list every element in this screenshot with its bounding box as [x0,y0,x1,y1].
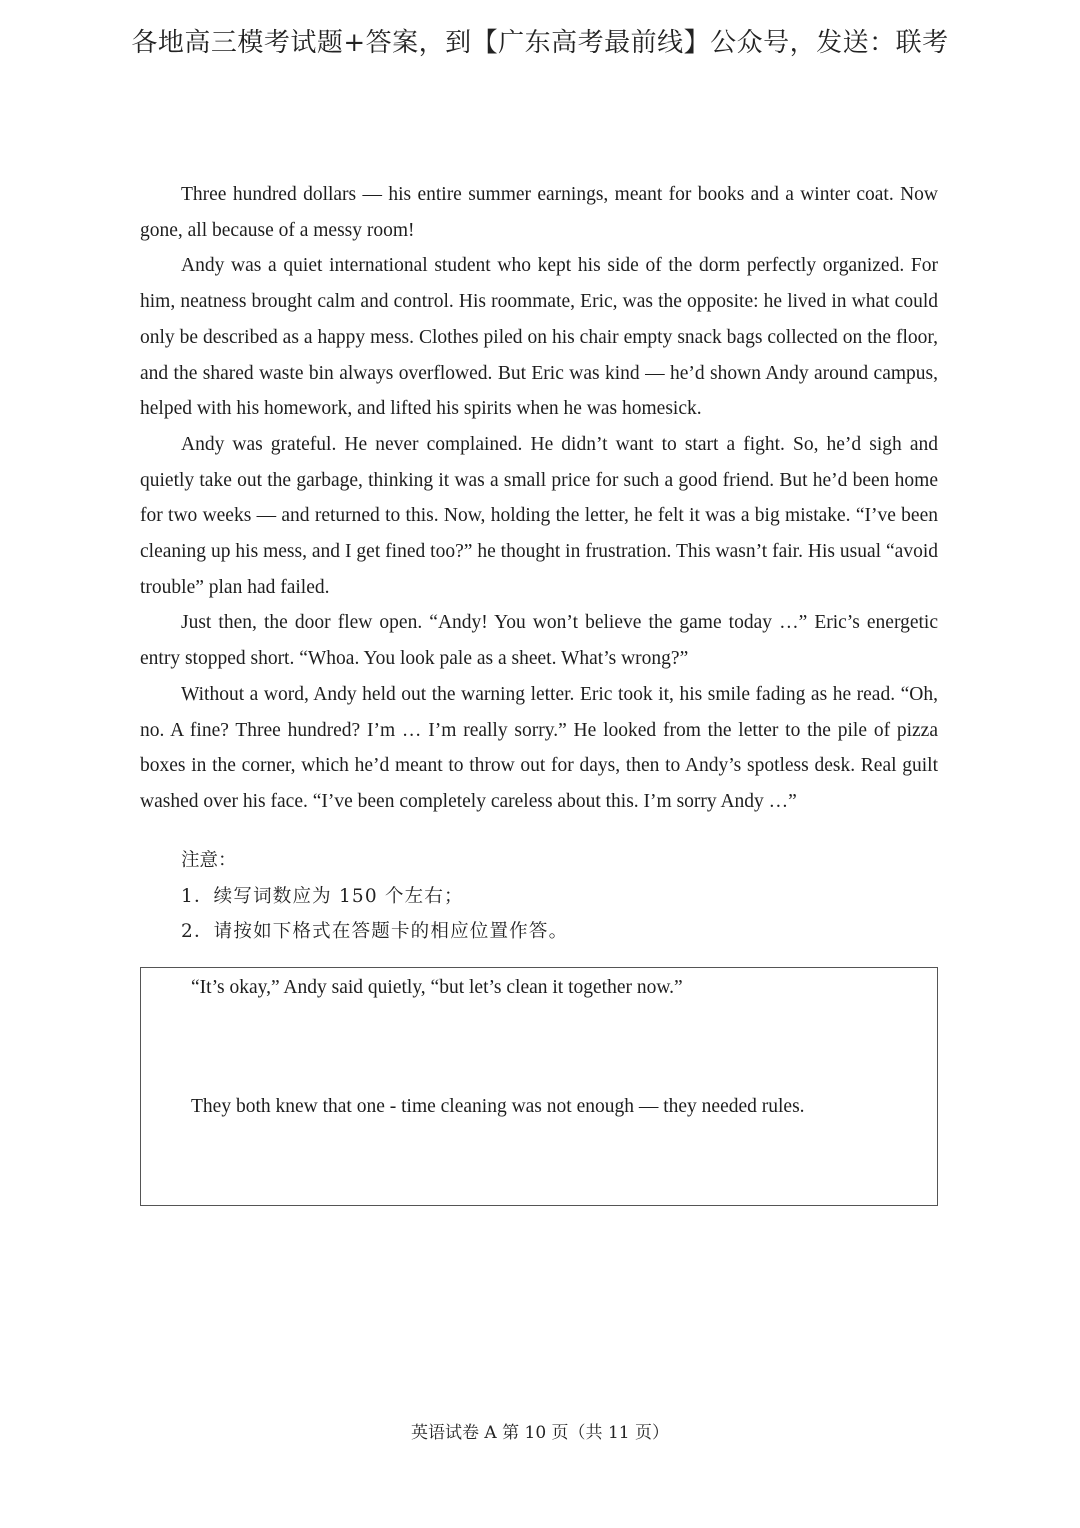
answer-box-opening-line-1: “It’s okay,” Andy said quietly, “but let’s clean it together now.” [191,977,683,998]
passage-paragraph-3: Andy was grateful. He never complained. He didn’t want to start a fight. So, he’d sigh and quietly take out the garbage, thinking it was a small price for such a good friend. But he’d been home for two weeks — and returned to this. Now, holding the letter, he felt it was a big mistake. “I’ve been cleaning up his mess, and I get fined too?” he thought in frustration. This wasn’t fair. His usual “avoid trouble” plan had failed. [140,433,938,598]
page-header-banner: 各地高三模考试题+答案，到【广东高考最前线】公众号，发送：联考 [131,28,949,58]
passage-paragraph-4: Just then, the door flew open. “Andy! You won’t believe the game today …” Eric’s energetic entry stopped short. “Whoa. You look pale as a sheet. What’s wrong?” [140,612,938,670]
passage-paragraph-5: Without a word, Andy held out the warning letter. Eric took it, his smile fading as he read. “Oh, no. A fine? Three hundred? I’m … I’m really sorry.” He looked from the letter to the pile of pizza boxes in the corner, which he’d meant to throw out for days, then to Andy’s spotless desk. Real guilt washed over his face. “I’ve been completely careless about this. I’m sorry Andy …” [140,683,938,812]
notes-title: 注意： [181,850,237,871]
page-footer: 英语试卷 A 第 10 页（共 11 页） [411,1423,669,1443]
instructions-notes [181,843,921,950]
story-passage [140,177,938,820]
note-item-format: 2．请按如下格式在答题卡的相应位置作答。 [181,921,569,942]
passage-paragraph-1: Three hundred dollars — his entire summer earnings, meant for books and a winter coat. Now gone, all because of a messy room! [140,184,938,241]
answer-box-opening-line-2: They both knew that one - time cleaning was not enough — they needed rules. [191,1096,805,1117]
passage-paragraph-2: Andy was a quiet international student who kept his side of the dorm perfectly organized. For him, neatness brought calm and control. His roommate, Eric, was the opposite: he lived in what could only be described as a happy mess. Clothes piled on his chair empty snack bags collected on the floor, and the shared waste bin always overflowed. But Eric was kind — he’d shown Andy around campus, helped with his homework, and lifted his spirits when he was homesick. [140,255,938,420]
answer-format-box [140,967,938,1206]
note-item-word-count: 1．续写词数应为 150 个左右； [181,885,464,907]
